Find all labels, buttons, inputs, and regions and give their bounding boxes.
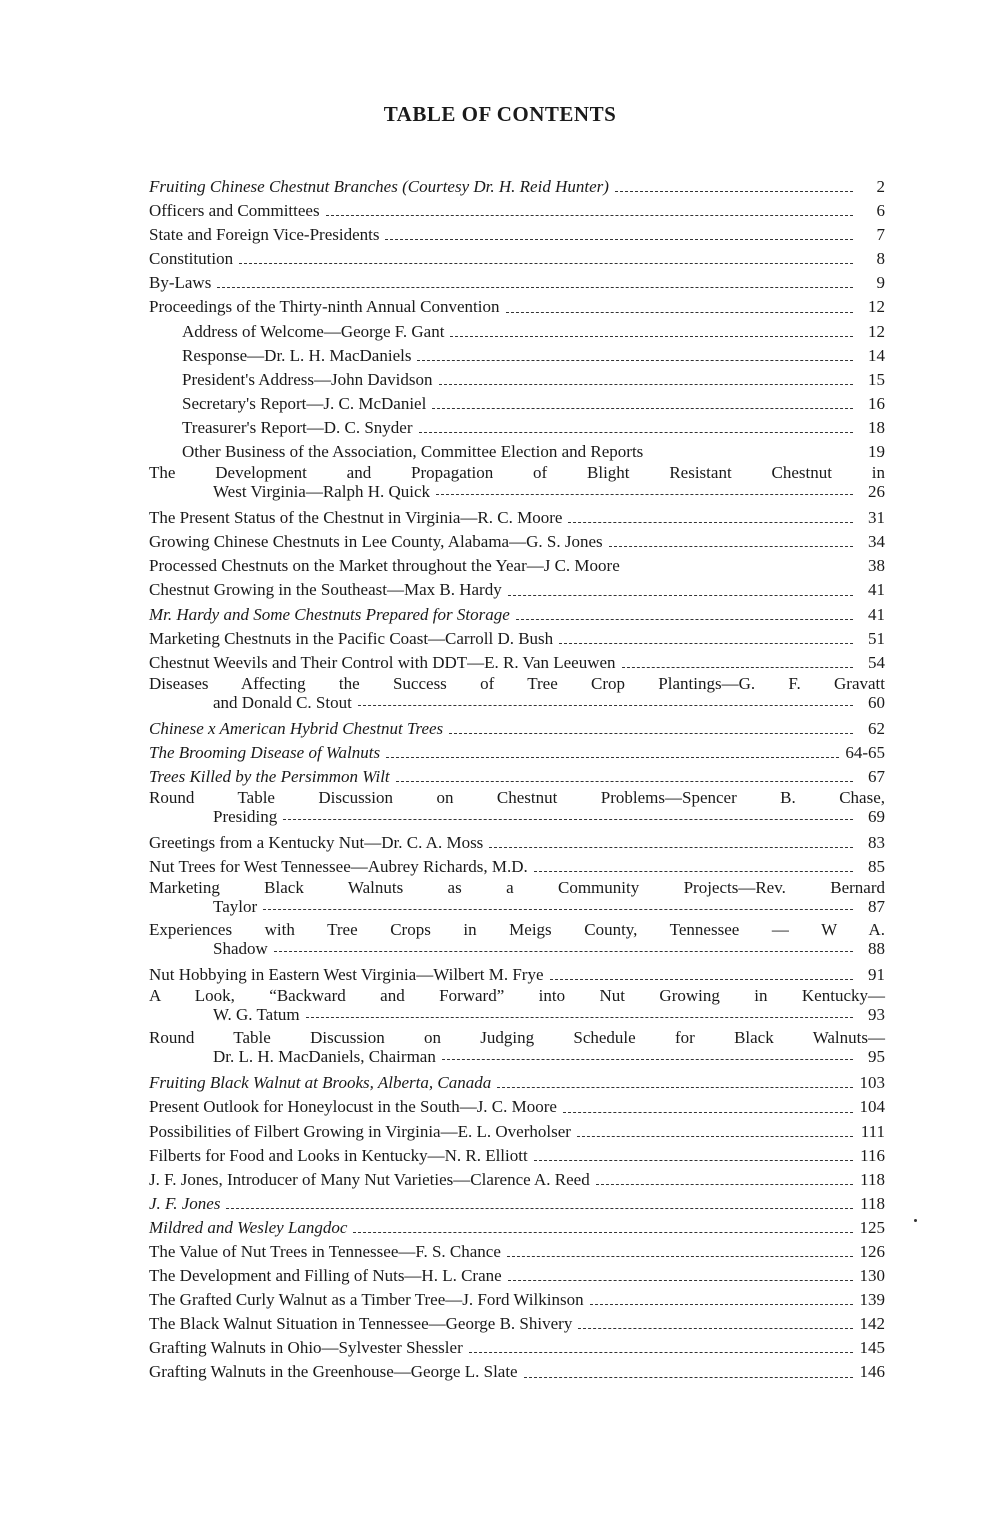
toc-page-number: 142 [859,1314,885,1334]
toc-page-number: 54 [868,652,885,672]
toc-entry [149,416,885,440]
toc-entry-title: Growing Chinese Chestnuts in Lee County, Alabama—G. S. Jones [149,532,603,552]
toc-entry-title: Filberts for Food and Looks in Kentucky—N. R. Elliott [149,1145,528,1165]
toc-entry [149,440,885,464]
dot-leader [550,979,854,980]
toc-entry-title-continued: W. G. Tatum [213,1005,300,1025]
dot-leader [590,1304,853,1305]
dot-leader [239,263,853,264]
toc-entry [149,855,885,879]
toc-entry-title-continued: Presiding [213,807,278,827]
table-of-contents [149,175,885,1385]
dot-leader [283,819,853,820]
toc-page-number: 111 [860,1121,885,1141]
toc-page-number: 118 [860,1169,885,1189]
toc-entry-title: The Grafted Curly Walnut as a Timber Tree—J. Ford Wilkinson [149,1290,584,1310]
toc-page-number: 18 [868,417,885,437]
toc-entry-title: J. F. Jones, Introducer of Many Nut Varieties—Clarence A. Reed [149,1169,590,1189]
dot-leader [436,494,853,495]
dot-leader [353,1232,853,1233]
toc-entry-title-continued: West Virginia—Ralph H. Quick [213,482,431,502]
toc-page-number: 69 [868,807,885,827]
dot-leader [385,239,853,240]
toc-entry [149,765,885,789]
toc-entry [149,1360,885,1384]
toc-entry-title: Fruiting Black Walnut at Brooks, Alberta, Canada [149,1073,492,1093]
dot-leader [419,432,854,433]
toc-entry [149,1071,885,1095]
toc-page-number: 103 [859,1073,885,1093]
toc-page-number: 118 [860,1193,885,1213]
toc-entry [149,247,885,271]
page-title: TABLE OF CONTENTS [383,102,617,126]
dot-leader [609,546,853,547]
toc-entry [149,789,885,831]
toc-page-number: 62 [868,718,885,738]
toc-entry [149,741,885,765]
toc-entry [149,1216,885,1240]
toc-entry [149,831,885,855]
dot-leader [226,1208,853,1209]
toc-page-number: 126 [859,1242,885,1261]
toc-entry [149,1120,885,1144]
dot-leader [306,1017,853,1018]
dot-leader [534,1160,853,1161]
toc-page-number: 14 [868,345,885,365]
dot-leader [508,1280,853,1281]
toc-page-number: 16 [868,393,885,413]
toc-entry-title: Round Table Discussion on Judging Schedule for Black Walnuts— [149,1028,885,1048]
toc-entry-title: Treasurer's Report—D. C. Snyder [182,417,413,437]
toc-entry-title: Nut Trees for West Tennessee—Aubrey Richards, M.D. [149,857,528,877]
toc-entry-title: Diseases Affecting the Success of Tree Crop Plantings—G. F. Gravatt [149,673,885,693]
toc-entry-title: Mr. Hardy and Some Chestnuts Prepared for Storage [149,604,510,624]
toc-entry [149,1288,885,1312]
dot-leader [508,595,853,596]
toc-entry-title: Nut Hobbying in Eastern West Virginia—Wilbert M. Frye [149,965,544,985]
toc-entry-title: Present Outlook for Honeylocust in the South—J. C. Moore [149,1097,557,1117]
toc-page-number: 31 [868,508,885,528]
toc-entry [149,879,885,921]
toc-entry [149,578,885,602]
toc-page-number: 19 [868,442,885,462]
toc-entry [149,1144,885,1168]
toc-entry-title: Address of Welcome—George F. Gant [182,321,445,341]
dot-leader [432,408,853,409]
toc-page-number: 130 [859,1266,885,1286]
toc-entry [149,199,885,223]
dot-leader [578,1328,853,1329]
toc-page-number: 34 [868,532,885,552]
toc-entry-title: Chinese x American Hybrid Chestnut Trees [149,718,444,738]
toc-entry-title: Proceedings of the Thirty-ninth Annual Convention [149,297,500,317]
toc-entry-title: Marketing Chestnuts in the Pacific Coast—Carroll D. Bush [149,628,554,648]
toc-entry-title: Grafting Walnuts in the Greenhouse—George L. Slate [149,1362,518,1382]
toc-entry-title: Grafting Walnuts in Ohio—Sylvester Shessler [149,1338,463,1358]
toc-entry-title: President's Address—John Davidson [182,369,433,389]
toc-page-number: 41 [868,604,885,624]
toc-page-number: 60 [868,692,885,712]
toc-page-number: 116 [860,1145,885,1165]
toc-entry-title: Officers and Committees [149,201,320,221]
dot-leader [507,1256,853,1257]
dot-leader [596,1184,853,1185]
toc-page-number: 125 [859,1217,885,1237]
toc-entry [149,987,885,1029]
toc-entry-title: The Value of Nut Trees in Tennessee—F. S. Chance [149,1242,501,1261]
toc-page-number: 91 [868,965,885,985]
toc-page-number: 12 [868,321,885,341]
dot-leader [516,619,853,620]
toc-entry [149,223,885,247]
dot-leader [534,871,853,872]
toc-entry-title-continued: and Donald C. Stout [213,692,352,712]
toc-entry-title: Constitution [149,249,234,269]
toc-entry [149,651,885,675]
dot-leader [524,1377,853,1378]
dot-leader [442,1059,853,1060]
toc-page-number: 2 [876,177,885,196]
toc-entry-title: Chestnut Weevils and Their Control with DDT—E. R. Van Leeuwen [149,652,616,672]
toc-entry [149,1336,885,1360]
dot-leader [358,705,853,706]
toc-entry [149,1192,885,1216]
toc-page-number: 51 [868,628,885,648]
toc-page-number: 6 [876,201,885,221]
dot-leader [396,781,853,782]
toc-entry [149,506,885,530]
toc-entry-title: Experiences with Tree Crops in Meigs County, Tennessee — W A. [149,920,885,940]
dot-leader [622,667,853,668]
dot-leader [489,847,853,848]
toc-page-number: 83 [868,833,885,853]
toc-entry [149,344,885,368]
toc-entry-title: Mildred and Wesley Langdoc [149,1217,348,1237]
toc-entry [149,464,885,506]
toc-entry-title: By-Laws [149,273,212,293]
dot-leader [217,287,853,288]
dot-leader [417,360,853,361]
toc-entry-title: Round Table Discussion on Chestnut Problems—Spencer B. Chase, [149,788,885,808]
toc-entry [149,1240,885,1264]
toc-page-number: 104 [859,1097,885,1117]
toc-entry [149,1095,885,1119]
toc-entry [149,1168,885,1192]
toc-entry [149,1312,885,1336]
toc-entry-title: Trees Killed by the Persimmon Wilt [149,766,390,786]
toc-entry [149,603,885,627]
toc-entry [149,921,885,963]
dot-leader [386,757,839,758]
dot-leader [326,215,853,216]
dot-leader [439,384,853,385]
toc-page-number: 26 [868,482,885,502]
dot-leader [263,909,853,910]
toc-entry-title: Processed Chestnuts on the Market throughout the Year—J C. Moore [149,556,620,576]
toc-entry-title: Other Business of the Association, Committee Election and Reports [182,442,644,462]
toc-page-number: 64-65 [845,742,885,762]
toc-entry [149,1029,885,1071]
dot-leader [469,1352,853,1353]
toc-page-number: 38 [868,556,885,576]
toc-entry-title: The Black Walnut Situation in Tennessee—George B. Shivery [149,1314,573,1334]
toc-entry-title: Response—Dr. L. H. MacDaniels [182,345,412,365]
dot-leader [559,643,853,644]
toc-entry-title: Fruiting Chinese Chestnut Branches (Courtesy Dr. H. Reid Hunter) [149,177,609,196]
toc-page-number: 146 [859,1362,885,1382]
toc-entry-title: Possibilities of Filbert Growing in Virginia—E. L. Overholser [149,1121,571,1141]
toc-page-number: 9 [876,273,885,293]
dot-leader [497,1087,853,1088]
toc-page-number: 15 [868,369,885,389]
toc-entry-title: The Development and Filling of Nuts—H. L. Crane [149,1266,502,1286]
toc-page-number: 67 [868,766,885,786]
toc-entry [149,320,885,344]
toc-page-number: 12 [868,297,885,317]
dot-leader [577,1136,853,1137]
toc-entry-title-continued: Shadow [213,939,268,959]
toc-entry-title-continued: Taylor [213,897,258,917]
toc-entry-title: Secretary's Report—J. C. McDaniel [182,393,427,413]
dot-leader [449,733,853,734]
dot-leader [563,1112,853,1113]
toc-entry [149,295,885,319]
toc-page-number: 7 [876,225,885,245]
toc-entry-title: The Present Status of the Chestnut in Virginia—R. C. Moore [149,508,563,528]
toc-entry [149,1264,885,1288]
toc-entry-title: A Look, “Backward and Forward” into Nut Growing in Kentucky— [149,986,885,1006]
toc-entry [149,271,885,295]
toc-entry-title: State and Foreign Vice-Presidents [149,225,380,245]
stray-mark [914,1219,917,1222]
toc-page-number: 88 [868,939,885,959]
toc-entry-title: The Brooming Disease of Walnuts [149,742,381,762]
toc-entry-title-continued: Dr. L. H. MacDaniels, Chairman [213,1047,436,1067]
dot-leader [615,191,853,192]
toc-entry [149,627,885,651]
toc-entry [149,554,885,578]
dot-leader [274,951,853,952]
toc-entry [149,368,885,392]
dot-leader [450,336,853,337]
toc-entry [149,175,885,199]
toc-entry [149,717,885,741]
toc-entry-title: Greetings from a Kentucky Nut—Dr. C. A. Moss [149,833,484,853]
toc-entry-title: Marketing Black Walnuts as a Community Projects—Rev. Bernard [149,878,885,898]
toc-entry [149,675,885,717]
toc-page-number: 8 [876,249,885,269]
toc-entry-title: J. F. Jones [149,1193,221,1213]
toc-page-number: 41 [868,580,885,600]
toc-entry [149,530,885,554]
toc-page-number: 85 [868,857,885,877]
toc-page-number: 87 [868,897,885,917]
dot-leader [568,522,853,523]
toc-page-number: 93 [868,1005,885,1025]
toc-page-number: 145 [859,1338,885,1358]
toc-entry [149,392,885,416]
dot-leader [506,312,853,313]
toc-page-number: 139 [859,1290,885,1310]
toc-page-number: 95 [868,1047,885,1067]
toc-entry [149,963,885,987]
toc-entry-title: Chestnut Growing in the Southeast—Max B. Hardy [149,580,502,600]
toc-entry-title: The Development and Propagation of Blight Resistant Chestnut in [149,463,885,483]
